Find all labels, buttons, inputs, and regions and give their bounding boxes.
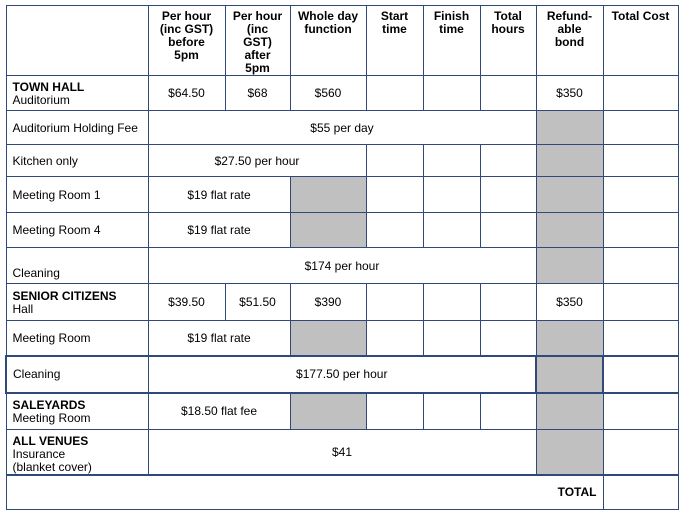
cleaning-town-hall-bond-na xyxy=(536,248,603,284)
kitchen-bond-na xyxy=(536,145,603,177)
meeting-room-4-rate: $19 flat rate xyxy=(148,213,290,248)
all-venues-insurance-rate: $41 xyxy=(148,430,536,476)
kitchen-rate: $27.50 per hour xyxy=(148,145,366,177)
header-per-hour-after-5pm: Per hour (inc GST) after 5pm xyxy=(225,6,290,76)
holding-fee-rate: $55 per day xyxy=(148,111,536,145)
saleyards-start-time[interactable] xyxy=(366,393,423,430)
row-town-hall xyxy=(6,76,678,111)
meeting-room-4-total-hours[interactable] xyxy=(480,213,536,248)
total-label: TOTAL xyxy=(6,475,603,509)
row-cleaning-senior xyxy=(6,356,678,393)
meeting-room-1-bond-na xyxy=(536,177,603,213)
meeting-room-1-finish-time[interactable] xyxy=(423,177,480,213)
meeting-room-4-start-time[interactable] xyxy=(366,213,423,248)
saleyards-finish-time[interactable] xyxy=(423,393,480,430)
cleaning-town-hall-total-cost[interactable] xyxy=(603,248,678,284)
header-refundable-bond: Refund- able bond xyxy=(536,6,603,76)
saleyards-wholeday-na xyxy=(290,393,366,430)
town-hall-after-5pm: $68 xyxy=(225,76,290,111)
row-kitchen xyxy=(6,145,678,177)
row-meeting-room-1 xyxy=(6,177,678,213)
senior-meeting-room-label: Meeting Room xyxy=(6,321,148,356)
senior-meeting-room-rate: $19 flat rate xyxy=(148,321,290,356)
kitchen-start-time[interactable] xyxy=(366,145,423,177)
senior-meeting-room-finish-time[interactable] xyxy=(423,321,480,356)
town-hall-whole-day: $560 xyxy=(290,76,366,111)
grand-total-cost[interactable] xyxy=(603,475,678,509)
senior-citizens-finish-time[interactable] xyxy=(423,284,480,321)
senior-citizens-whole-day: $390 xyxy=(290,284,366,321)
senior-meeting-room-bond-na xyxy=(536,321,603,356)
saleyards-rate: $18.50 flat fee xyxy=(148,393,290,430)
row-holding-fee xyxy=(6,111,678,145)
senior-meeting-room-total-cost[interactable] xyxy=(603,321,678,356)
cleaning-senior-rate: $177.50 per hour xyxy=(148,356,536,393)
saleyards-bond-na xyxy=(536,393,603,430)
saleyards-label: SALEYARDS Meeting Room xyxy=(6,393,148,430)
senior-citizens-start-time[interactable] xyxy=(366,284,423,321)
header-total-hours: Total hours xyxy=(480,6,536,76)
senior-citizens-after-5pm: $51.50 xyxy=(225,284,290,321)
kitchen-finish-time[interactable] xyxy=(423,145,480,177)
venue-fees-table xyxy=(5,5,679,510)
header-row xyxy=(6,6,678,76)
cleaning-senior-total-cost[interactable] xyxy=(603,356,678,393)
senior-citizens-total-hours[interactable] xyxy=(480,284,536,321)
meeting-room-4-finish-time[interactable] xyxy=(423,213,480,248)
senior-meeting-room-start-time[interactable] xyxy=(366,321,423,356)
header-whole-day: Whole day function xyxy=(290,6,366,76)
senior-meeting-room-total-hours[interactable] xyxy=(480,321,536,356)
saleyards-total-cost[interactable] xyxy=(603,393,678,430)
row-all-venues xyxy=(6,430,678,476)
meeting-room-1-rate: $19 flat rate xyxy=(148,177,290,213)
senior-citizens-before-5pm: $39.50 xyxy=(148,284,225,321)
header-per-hour-before-5pm: Per hour (inc GST) before 5pm xyxy=(148,6,225,76)
senior-citizens-bond: $350 xyxy=(536,284,603,321)
header-start-time: Start time xyxy=(366,6,423,76)
town-hall-finish-time[interactable] xyxy=(423,76,480,111)
all-venues-bond-na xyxy=(536,430,603,476)
cleaning-senior-label: Cleaning xyxy=(6,356,148,393)
town-hall-label: TOWN HALL Auditorium xyxy=(6,76,148,111)
row-meeting-room-4 xyxy=(6,213,678,248)
cleaning-senior-bond-na xyxy=(536,356,603,393)
header-finish-time: Finish time xyxy=(423,6,480,76)
row-senior-meeting-room xyxy=(6,321,678,356)
row-cleaning-town-hall xyxy=(6,248,678,284)
town-hall-start-time[interactable] xyxy=(366,76,423,111)
holding-fee-bond-na xyxy=(536,111,603,145)
senior-citizens-total-cost[interactable] xyxy=(603,284,678,321)
cleaning-town-hall-rate: $174 per hour xyxy=(148,248,536,284)
meeting-room-1-total-hours[interactable] xyxy=(480,177,536,213)
meeting-room-1-total-cost[interactable] xyxy=(603,177,678,213)
senior-meeting-room-wholeday-na xyxy=(290,321,366,356)
meeting-room-1-start-time[interactable] xyxy=(366,177,423,213)
meeting-room-1-label: Meeting Room 1 xyxy=(6,177,148,213)
saleyards-total-hours[interactable] xyxy=(480,393,536,430)
cleaning-town-hall-label: Cleaning xyxy=(6,248,148,284)
meeting-room-4-label: Meeting Room 4 xyxy=(6,213,148,248)
all-venues-label: ALL VENUES Insurance (blanket cover) xyxy=(6,430,148,476)
town-hall-total-cost[interactable] xyxy=(603,76,678,111)
meeting-room-4-wholeday-na xyxy=(290,213,366,248)
town-hall-bond: $350 xyxy=(536,76,603,111)
town-hall-total-hours[interactable] xyxy=(480,76,536,111)
kitchen-label: Kitchen only xyxy=(6,145,148,177)
holding-fee-label: Auditorium Holding Fee xyxy=(6,111,148,145)
row-total xyxy=(6,475,678,509)
holding-fee-total-cost[interactable] xyxy=(603,111,678,145)
town-hall-before-5pm: $64.50 xyxy=(148,76,225,111)
meeting-room-4-bond-na xyxy=(536,213,603,248)
row-senior-citizens xyxy=(6,284,678,321)
row-saleyards xyxy=(6,393,678,430)
all-venues-total-cost[interactable] xyxy=(603,430,678,476)
header-total-cost: Total Cost xyxy=(603,6,678,76)
header-venue xyxy=(6,6,148,76)
meeting-room-1-wholeday-na xyxy=(290,177,366,213)
kitchen-total-hours[interactable] xyxy=(480,145,536,177)
meeting-room-4-total-cost[interactable] xyxy=(603,213,678,248)
kitchen-total-cost[interactable] xyxy=(603,145,678,177)
senior-citizens-label: SENIOR CITIZENS Hall xyxy=(6,284,148,321)
